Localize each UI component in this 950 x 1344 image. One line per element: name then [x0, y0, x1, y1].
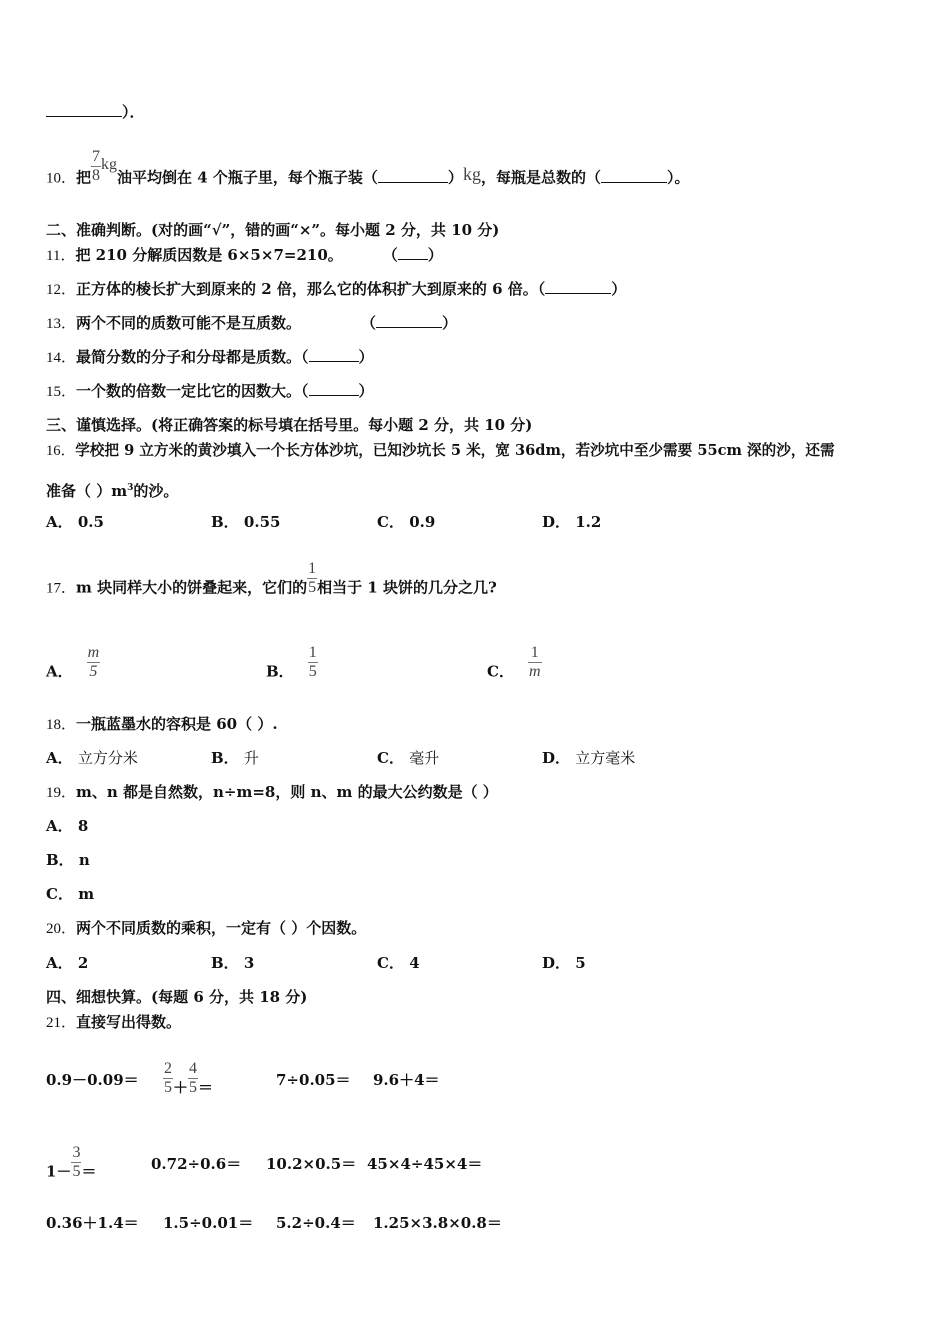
section-3-heading: 三、谨慎选择。(将正确答案的标号填在括号里。每小题 2 分，共 10 分) — [46, 416, 533, 434]
fraction: $\frac{3}{5}$ — [72, 1144, 81, 1180]
calc-item: 9.6＋4＝ — [373, 1071, 440, 1089]
option-a[interactable]: A． 2 — [46, 954, 89, 972]
question-10: 10．把 $\frac{7}{8}$ kg油平均倒在 4 个瓶子里，每个瓶子装（ ）kg，每瓶是总数的（ ）。 — [46, 148, 690, 187]
question-17: 17．m 块同样大小的饼叠起来，它们的 $\frac{1}{5}$ 相当于 1 块饼的几分之几? — [46, 560, 497, 597]
answer-blank[interactable] — [46, 102, 122, 117]
option-b[interactable]: B． 0.55 — [211, 513, 281, 531]
calc-item: 1.25×3.8×0.8＝ — [373, 1214, 502, 1232]
answer-blank[interactable] — [378, 168, 448, 183]
section-4-heading: 四、细想快算。(每题 6 分，共 18 分) — [46, 988, 308, 1006]
fraction: $\frac{4}{5}$ — [189, 1060, 198, 1096]
answer-blank[interactable] — [309, 381, 359, 396]
fraction: $\frac{1}{5}$ — [308, 644, 317, 680]
calc-item: 7÷0.05＝ — [276, 1071, 351, 1089]
calc-item: 0.9－0.09＝ — [46, 1071, 139, 1089]
question-13: 13．两个不同的质数可能不是互质数。 （ ） — [46, 314, 458, 332]
option-a[interactable]: A． 立方分米 — [46, 749, 138, 767]
section-2-heading: 二、准确判断。(对的画“√”，错的画“×”。每小题 2 分，共 10 分) — [46, 221, 500, 239]
fraction: $\frac{1}{5}$ — [308, 560, 317, 596]
question-16: 16．学校把 9 立方米的黄沙填入一个长方体沙坑，已知沙坑长 5 米，宽 36dm，若沙坑中至少需要 55cm 深的沙，还需 — [46, 442, 835, 459]
calc-item: 1－ $\frac{3}{5}$ ＝ — [46, 1144, 97, 1181]
option-c[interactable]: C． $\frac{1}{m}$ — [487, 644, 541, 681]
answer-blank[interactable] — [601, 168, 667, 183]
option-b[interactable]: B． 3 — [211, 954, 255, 972]
calc-item: 0.72÷0.6＝ — [151, 1155, 242, 1173]
calc-item: 5.2÷0.4＝ — [276, 1214, 356, 1232]
option-c[interactable]: C． 4 — [377, 954, 420, 972]
question-18: 18．一瓶蓝墨水的容积是 60（ ）. — [46, 715, 278, 733]
fraction: $\frac{2}{5}$ — [164, 1060, 172, 1096]
question-15: 15．一个数的倍数一定比它的因数大。（ ） — [46, 382, 374, 400]
answer-blank[interactable] — [376, 313, 442, 328]
fraction: $\frac{m}{5}$ — [87, 644, 100, 680]
option-b[interactable]: B． 升 — [211, 749, 259, 767]
question-14: 14．最简分数的分子和分母都是质数。（ ） — [46, 348, 374, 366]
question-19: 19．m、n 都是自然数，n÷m=8，则 n、m 的最大公约数是（ ） — [46, 783, 498, 801]
option-d[interactable]: D． 1.2 — [542, 513, 602, 531]
option-c[interactable]: C． m — [46, 885, 95, 903]
calc-item: 10.2×0.5＝ — [266, 1155, 357, 1173]
answer-blank[interactable] — [309, 347, 359, 362]
option-b[interactable]: B． n — [46, 851, 90, 869]
answer-blank[interactable] — [398, 245, 428, 260]
option-a[interactable]: A． $\frac{m}{5}$ — [46, 644, 100, 681]
question-16-line2: 准备（ ）$m^3$的沙。 — [46, 482, 179, 500]
q9-tail: ）． — [46, 102, 145, 122]
answer-blank[interactable] — [545, 279, 611, 294]
option-d[interactable]: D． 立方毫米 — [542, 749, 636, 767]
question-12: 12．正方体的棱长扩大到原来的 2 倍，那么它的体积扩大到原来的 6 倍。（ ） — [46, 280, 627, 298]
question-21: 21．直接写出得数。 — [46, 1013, 182, 1031]
calc-item: $\frac{2}{5}$ ＋ $\frac{4}{5}$ ＝ — [164, 1060, 214, 1097]
option-a[interactable]: A． 8 — [46, 817, 89, 835]
fraction: $\frac{7}{8}$ — [92, 148, 101, 184]
calc-item: 0.36＋1.4＝ — [46, 1214, 139, 1232]
calc-item: 1.5÷0.01＝ — [163, 1214, 254, 1232]
question-20: 20．两个不同质数的乘积，一定有（ ）个因数。 — [46, 919, 367, 937]
option-b[interactable]: B． $\frac{1}{5}$ — [266, 644, 317, 681]
option-c[interactable]: C． 毫升 — [377, 749, 440, 767]
fraction: $\frac{1}{m}$ — [528, 644, 541, 680]
calc-item: 45×4÷45×4＝ — [367, 1155, 483, 1173]
question-11: 11．把 210 分解质因数是 6×5×7=210。 （ ） — [46, 246, 443, 264]
option-d[interactable]: D． 5 — [542, 954, 586, 972]
option-c[interactable]: C． 0.9 — [377, 513, 436, 531]
option-a[interactable]: A． 0.5 — [46, 513, 104, 531]
